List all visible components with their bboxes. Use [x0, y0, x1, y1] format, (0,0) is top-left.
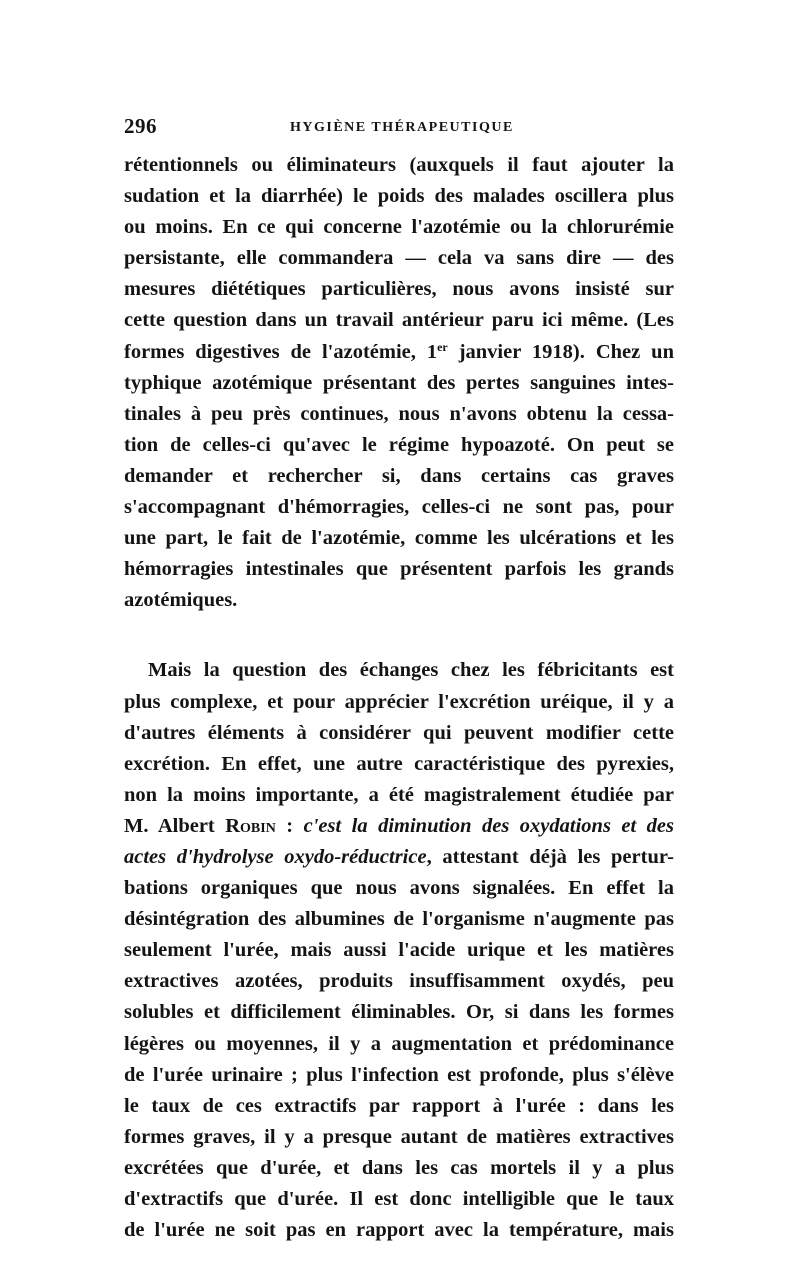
text-line — [124, 842, 674, 873]
text-fragment: , attestant déjà les pertur- — [426, 845, 675, 868]
text-fragment: : — [275, 814, 304, 837]
text-line: azotémiques. — [124, 589, 238, 612]
text-fragment: M. Albert — [124, 814, 226, 837]
text-line: excrétées que d'urée, et dans les cas mortels il y a plus — [124, 1156, 674, 1179]
text-line: tion de celles-ci qu'avec le régime hypoazoté. On peut se — [124, 433, 674, 456]
running-title: HYGIÈNE THÉRAPEUTIQUE — [290, 120, 514, 135]
text-line: non la moins importante, a été magistralement étudiée par — [124, 783, 674, 806]
text-line — [124, 811, 674, 842]
text-line: une part, le fait de l'azotémie, comme les ulcérations et les — [124, 527, 674, 550]
text-line: tinales à peu près continues, nous n'avons obtenu la cessa- — [124, 402, 674, 425]
text-line: d'autres éléments à considérer qui peuvent modifier cette — [124, 721, 674, 744]
text-line: bations organiques que nous avons signalées. En effet la — [124, 877, 674, 900]
page-number: 296 — [124, 114, 157, 138]
text-line: le taux de ces extractifs par rapport à l'urée : dans les — [124, 1094, 674, 1117]
text-fragment: formes digestives de l'azotémie, 1 — [124, 340, 438, 363]
text-line: désintégration des albumines de l'organisme n'augmente pas — [124, 908, 674, 931]
body-text — [124, 150, 674, 1246]
text-line: ou moins. En ce qui concerne l'azotémie ou la chlorurémie — [124, 216, 674, 239]
text-line: rétentionnels ou éliminateurs (auxquels il faut ajouter la — [124, 154, 674, 176]
superscript: er — [437, 339, 448, 354]
text-line: s'accompagnant d'hémorragies, celles-ci ne sont pas, pour — [124, 496, 674, 519]
text-line: de l'urée ne soit pas en rapport avec la température, mais — [124, 1219, 674, 1242]
text-line: seulement l'urée, mais aussi l'acide urique et les matières — [124, 939, 674, 962]
text-line: légères ou moyennes, il y a augmentation et prédominance — [124, 1032, 674, 1055]
text-line — [124, 337, 674, 368]
text-line: cette question dans un travail antérieur paru ici même. (Les — [124, 309, 674, 332]
text-line: Mais la question des échanges chez les fébricitants est — [148, 659, 674, 682]
text-line: formes graves, il y a presque autant de matières extractives — [124, 1125, 674, 1148]
text-line: extractives azotées, produits insuffisamment oxydés, peu — [124, 970, 674, 993]
text-line: sudation et la diarrhée) le poids des malades oscillera plus — [124, 185, 674, 208]
author-name: Robin — [225, 814, 276, 837]
text-line: mesures diététiques particulières, nous avons insisté sur — [124, 278, 674, 301]
text-line: plus complexe, et pour apprécier l'excrétion uréique, il y a — [124, 690, 674, 713]
text-line: d'extractifs que d'urée. Il est donc intelligible que le taux — [124, 1188, 674, 1210]
paragraph-1 — [124, 150, 674, 616]
text-line: excrétion. En effet, une autre caractéristique des pyrexies, — [124, 752, 674, 775]
text-line: typhique azotémique présentant des pertes sanguines intes- — [124, 371, 674, 394]
text-line: demander et rechercher si, dans certains cas graves — [124, 464, 674, 487]
text-line: solubles et difficilement éliminables. Or, si dans les formes — [124, 1001, 674, 1024]
paragraph-2 — [124, 655, 674, 1246]
text-line: hémorragies intestinales que présentent parfois les grands — [124, 558, 674, 581]
italic-quote: actes d'hydrolyse oxydo-réductrice — [124, 845, 427, 868]
italic-quote: c'est la diminution des oxydations et des — [303, 814, 675, 837]
text-line: de l'urée urinaire ; plus l'infection est profonde, plus s'élève — [124, 1063, 674, 1086]
text-fragment: janvier 1918). Chez un — [447, 340, 674, 363]
text-line: persistante, elle commandera — cela va sans dire — des — [124, 247, 674, 270]
page-header — [124, 114, 672, 142]
